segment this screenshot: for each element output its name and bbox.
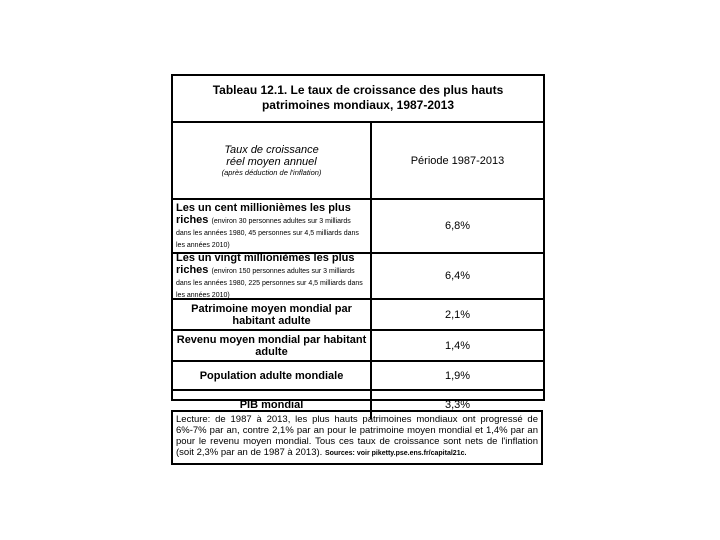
row-label-note: (environ 30 personnes adultes sur 3 milliards dans les années 1980, 45 personnes sur 4,5 milliards dans les années 2010) [176, 218, 359, 249]
row-label-note: (environ 150 personnes adultes sur 3 milliards dans les années 1980, 225 personnes sur 4,5 milliards dans les années 2010) [176, 268, 363, 299]
row-label [173, 254, 372, 298]
reading-note-source: Sources: voir piketty.pse.ens.fr/capital21c. [324, 450, 467, 457]
row-value: 6,8% [444, 220, 471, 232]
row-value: 3,3% [444, 399, 471, 411]
row-label-main2: riches [176, 214, 209, 226]
table-row [173, 254, 543, 300]
growth-table [171, 74, 545, 411]
header-left-line3: (après déduction de l'inflation) [221, 168, 322, 177]
row-value: 2,1% [444, 308, 471, 321]
table-row [173, 300, 543, 331]
row-label: PIB mondial [173, 391, 372, 419]
row-label: Population adulte mondiale [173, 362, 372, 389]
table-header-row [173, 123, 543, 200]
header-left-line2: réel moyen annuel [226, 156, 317, 168]
header-right-cell: Période 1987-2013 [410, 154, 505, 167]
row-label-main1: Les un vingt millionièmes les plus [176, 252, 355, 264]
row-label: Patrimoine moyen mondial par habitant adulte [173, 300, 372, 329]
table-row [173, 362, 543, 391]
table-title-line1: Tableau 12.1. Le taux de croissance des plus hauts [212, 83, 504, 97]
row-label: Revenu moyen mondial par habitant adulte [173, 331, 372, 360]
row-value: 1,4% [444, 339, 471, 352]
row-label [173, 200, 372, 252]
row-label-main1: Les un cent millionièmes les plus [176, 202, 351, 214]
row-label-main2: riches [176, 264, 209, 276]
reading-note-text: Lecture: de 1987 à 2013, les plus hauts patrimoines mondiaux ont progressé de 6%-7% par an, contre 2,1% par an pour le patrimoine moyen mondial et 1,4% par an pour le revenu moyen mondial. Tous ces taux de croissance sont nets de l'inflation (soit 2,3% par an de 1987 à 2013). [176, 414, 538, 458]
table-title-line2: patrimoines mondiaux, 1987-2013 [261, 98, 455, 112]
table-row [173, 200, 543, 254]
reading-note [171, 410, 543, 465]
table-row [173, 331, 543, 362]
header-left-line1: Taux de croissance [224, 144, 319, 156]
header-left-cell [173, 123, 372, 198]
row-value: 6,4% [444, 270, 471, 282]
row-value: 1,9% [444, 369, 471, 382]
table-title [173, 76, 543, 123]
